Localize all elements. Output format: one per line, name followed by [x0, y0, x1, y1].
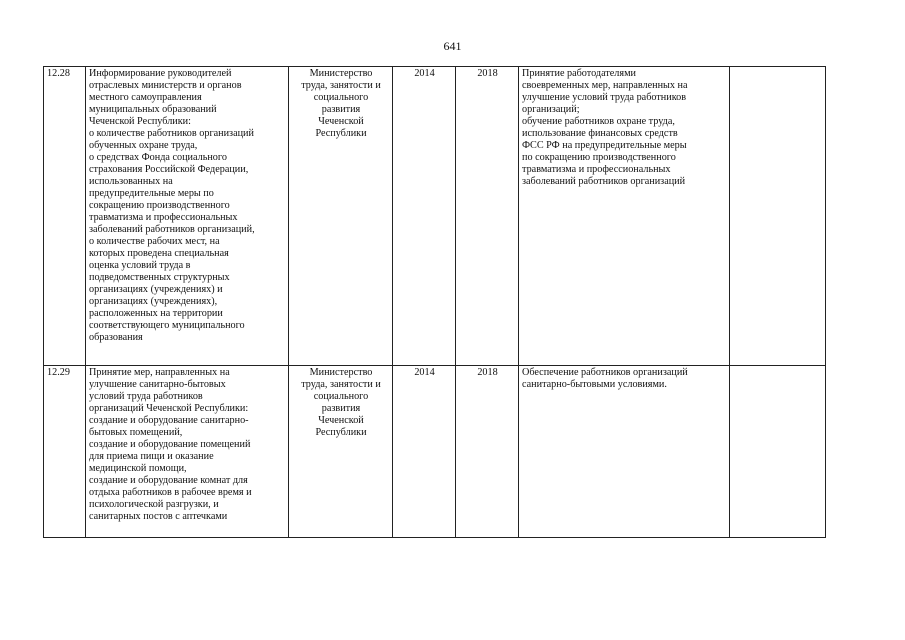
start-year-cell: 2014	[393, 67, 456, 366]
end-year-cell: 2018	[456, 366, 519, 538]
page-number: 641	[443, 39, 462, 53]
extra-cell	[730, 67, 826, 366]
responsible-cell: Министерство труда, занятости и социального развития Чеченской Республики	[289, 67, 393, 366]
result-cell: Принятие работодателями своевременных мер, направленных на улучшение условий труда работников организаций; обучение работников охране труда, использование финансовых средств ФСС РФ на предупредительные меры по сокращению производственного травматизма и профессиональных заболеваний работников организаций	[519, 67, 730, 366]
measure-cell: Информирование руководителей отраслевых министерств и органов местного самоуправления муниципальных образований Чеченской Республики: о количестве работников организаций обученных охране труда, о средствах Фонда социального страхования Российской Федерации, использованных на предупредительные меры по сокращению производственного травматизма и профессиональных заболеваний работников организаций, о количестве рабочих мест, на которых проведена специальная оценка условий труда в подведомственных структурных организациях (учреждениях) и организациях (учреждениях), расположенных на территории соответствующего муниципального образования	[86, 67, 289, 366]
row-number-cell: 12.29	[44, 366, 86, 538]
extra-cell	[730, 366, 826, 538]
measures-table	[43, 66, 826, 538]
end-year-cell: 2018	[456, 67, 519, 366]
row-number-cell: 12.28	[44, 67, 86, 366]
responsible-cell: Министерство труда, занятости и социального развития Чеченской Республики	[289, 366, 393, 538]
table-row	[44, 366, 826, 538]
start-year-cell: 2014	[393, 366, 456, 538]
measure-cell: Принятие мер, направленных на улучшение санитарно-бытовых условий труда работников организаций Чеченской Республики: создание и оборудование санитарно- бытовых помещений, создание и оборудование помещений для приема пищи и оказание медицинской помощи, создание и оборудование комнат для отдыха работников в рабочее время и психологической разгрузки, и санитарных постов с аптечками	[86, 366, 289, 538]
result-cell: Обеспечение работников организаций санитарно-бытовыми условиями.	[519, 366, 730, 538]
table-row	[44, 67, 826, 366]
